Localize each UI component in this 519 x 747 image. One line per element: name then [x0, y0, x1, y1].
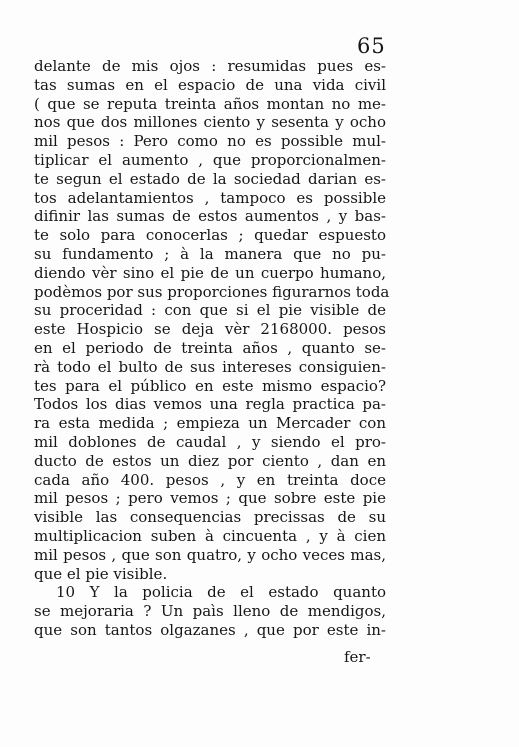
text-line: cada año 400. pesos , y en treinta doce: [34, 470, 386, 489]
text-line: su fundamento ; à la manera que no pu-: [34, 244, 386, 263]
text-line: podèmos por sus proporciones figurarnos toda: [34, 282, 390, 301]
text-line: multiplicacion suben à cincuenta , y à cien: [34, 526, 386, 545]
text-line: que son tantos olgazanes , que por este in-: [34, 620, 386, 639]
text-line: delante de mis ojos : resumidas pues es-: [34, 57, 386, 75]
text-line: mil pesos ; pero vemos ; que sobre este pie: [34, 489, 386, 508]
text-line: tes para el público en este mismo espacio?: [34, 376, 386, 395]
text-line: tiplicar el aumento , que proporcionalmen-: [34, 150, 386, 169]
body-text: [34, 57, 390, 640]
text-line: te segun el estado de la sociedad darian es-: [34, 169, 386, 188]
text-line: que el pie visible.: [34, 564, 168, 583]
text-line: ( que se reputa treinta años montan no me-: [34, 94, 386, 113]
text-line: difinir las sumas de estos aumentos , y bas-: [34, 207, 386, 226]
catchword: fer-: [344, 648, 371, 666]
text-line: mil pesos , que son quatro, y ocho veces mas,: [34, 545, 386, 564]
text-line: rà todo el bulto de sus intereses consiguien-: [34, 357, 386, 376]
page-number: 65: [357, 34, 386, 58]
text-line: mil pesos : Pero como no es possible mul-: [34, 132, 386, 151]
text-line: ducto de estos un diez por ciento , dan en: [34, 451, 386, 470]
text-line: nos que dos millones ciento y sesenta y ocho: [34, 113, 386, 132]
text-line: te solo para conocerlas ; quedar espuesto: [34, 226, 386, 245]
text-line: tas sumas en el espacio de una vida civil: [34, 75, 386, 94]
text-line: su proceridad : con que si el pie visible de: [34, 301, 386, 320]
paragraph-start-line: 10 Y la policia de el estado quanto: [56, 583, 386, 602]
text-line: mil doblones de caudal , y siendo el pro-: [34, 432, 386, 451]
text-line: este Hospicio se deja vèr 2168000. pesos: [34, 320, 386, 339]
text-line: visible las consequencias precissas de su: [34, 508, 386, 527]
text-line: Todos los dias vemos una regla practica pa-: [34, 395, 386, 414]
text-line: tos adelantamientos , tampoco es possible: [34, 188, 386, 207]
text-line: se mejoraria ? Un paìs lleno de mendigos,: [34, 602, 386, 621]
text-line: diendo vèr sino el pie de un cuerpo humano,: [34, 263, 386, 282]
text-line: ra esta medida ; empieza un Mercader con: [34, 414, 386, 433]
text-line: en el periodo de treinta años , quanto se-: [34, 338, 386, 357]
